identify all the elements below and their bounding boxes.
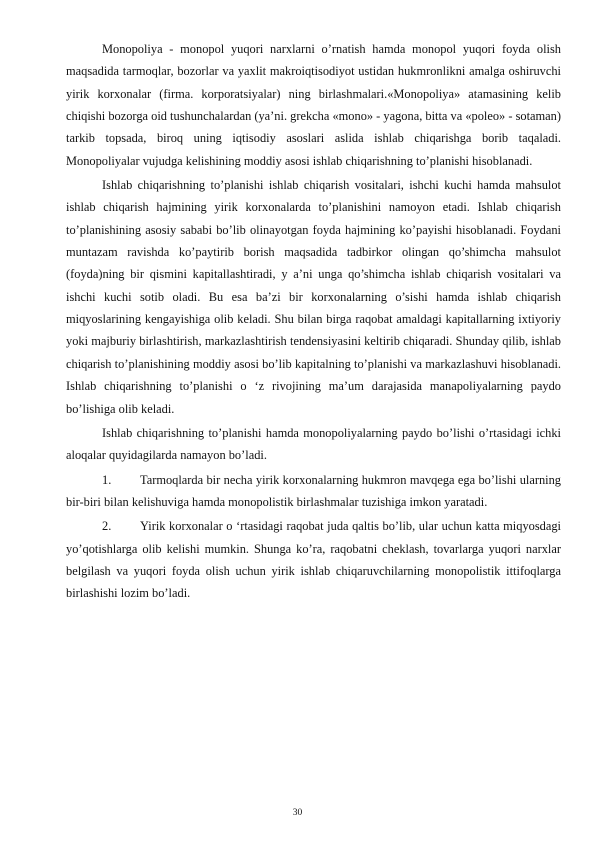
list-item	[66, 469, 561, 514]
list-item	[66, 515, 561, 604]
page-number: 30	[292, 808, 303, 818]
paragraph-internal-links-intro: Ishlab chiqarishning to’planishi hamda monopoliyalarning paydo bo’lishi o’rtasidagi ichki aloqalar quyidagilarda namayon bo’ladi.	[66, 425, 561, 463]
list-item-number: 1.	[102, 472, 112, 487]
document-page	[66, 38, 561, 605]
list-item-text: Yirik korxonalar o ‘rtasidagi raqobat juda qaltis bo’lib, ular uchun katta miqyosdagi yo’qotishlarga olib kelishi mumkin. Shunga ko’ra, raqobatni cheklash, tovarlarga yuqori narxlar belgilash va yuqori foyda olish uchun yirik ishlab chiqaruvchilarning monopolistik ittifoqlarga birlashishi lozim bo’ladi.	[66, 519, 561, 601]
list-item-text: Tarmoqlarda bir necha yirik korxonalarning hukmron mavqega ega bo’lishi ularning bir-biri bilan kelishuviga hamda monopolistik birlashmalar tuzishiga imkon yaratadi.	[66, 472, 561, 509]
list-item-number: 2.	[102, 519, 112, 534]
paragraph-production-concentration: Ishlab chiqarishning to’planishi ishlab chiqarish vositalari, ishchi kuchi hamda mahsulot ishlab chiqarish hajmining yirik korxonalarda to’planishini namoyon etadi. Ishlab chiqarish to’planishining asosiy sababi bo’lib olinayotgan foyda hajmining ko’payishi hisoblanadi. Foydani muntazam ravishda ko’paytirib borish maqsadida tadbirkor olingan qo’shimcha mahsulot (foyda)ning bir qismini kapitallashtiradi, y a’ni unga qo’shimcha ishlab chiqarish vositalari va ishchi kuchi sotib oladi. Bu esa ba’zi bir korxonalarning o’sishi hamda ishlab chiqarish miqyoslarining kengayishiga olib keladi. Shu bilan birga raqobat amaldagi kapitallarning ixtiyoriy yoki majburiy birlashtirish, markazlashtirish tendensiyasini keltirib chiqaradi. Shunday qilib, ishlab chiqarish to’planishining moddiy asosi bo’lib kapitalning to’planishi va markazlashuvi hisoblanadi. Ishlab chiqarishning to’planishi o ‘z rivojining ma’um darajasida manapoliyalarning paydo bo’lishiga olib keladi.	[66, 178, 561, 416]
paragraph-monopoliya-definition: Monopoliya - monopol yuqori narxlarni o’rnatish hamda monopol yuqori foyda olish maqsadida tarmoqlar, bozorlar va yaxlit makroiqtisodiyot ustidan hukmronlikni amalga oshiruvchi yirik korxonalar (firma. korporatsiyalar) ning birlashmalari.«Monopoliya» atamasining kelib chiqishi bozorga oid tushunchalardan (ya’ni. grekcha «mono» - yagona, bitta va «poleo» - sotaman) tarkib topsada, biroq uning iqtisodiy asoslari aslida ishlab chiqarishga borib taqaladi. Monopoliyalar vujudga kelishining moddiy asosi ishlab chiqarishning to’planishi hisoblanadi.	[66, 42, 561, 168]
